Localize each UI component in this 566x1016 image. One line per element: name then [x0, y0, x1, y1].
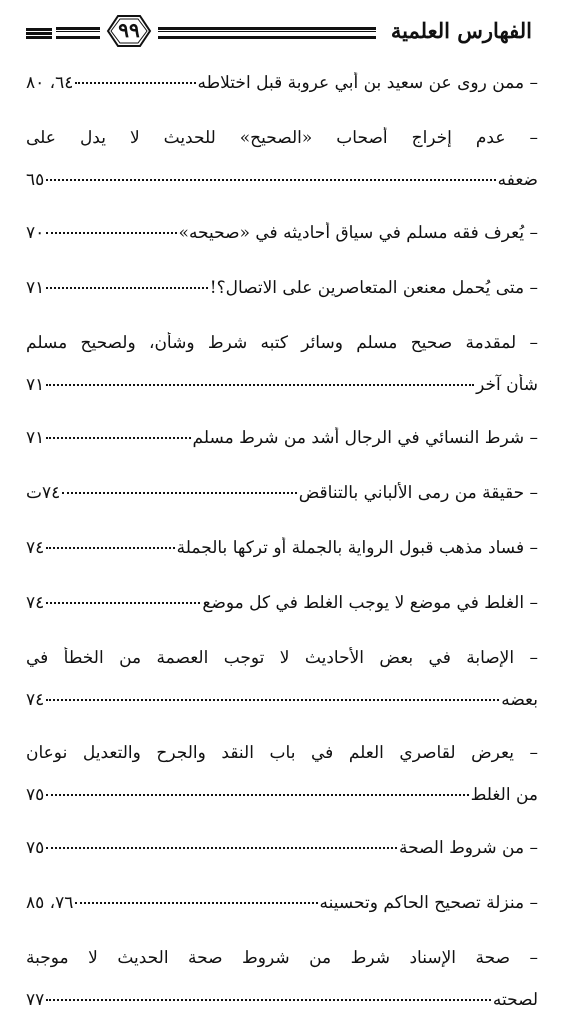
- entry-line: [26, 169, 538, 196]
- page-reference: ٧١: [26, 375, 45, 395]
- dot-leader: [62, 489, 296, 494]
- entry-line: [26, 374, 538, 401]
- entry-line: [26, 892, 538, 919]
- entry-line: [26, 482, 538, 509]
- dot-leader: [46, 284, 207, 289]
- page-reference: ٧٤ت: [26, 483, 61, 503]
- entry-text: – من شروط الصحة: [398, 838, 538, 858]
- entry-line: [26, 72, 538, 99]
- page-reference: ٧٤: [26, 690, 45, 710]
- entry-text: ضعفه: [497, 170, 538, 190]
- entry-text: – يعرض لقاصري العلم في باب النقد والجرح والتعديل نوعان: [26, 743, 538, 763]
- entry-line: [26, 784, 538, 811]
- entry-text: – ممن روى عن سعيد بن أبي عروبة قبل اختلاطه: [197, 73, 538, 93]
- page-reference: ٧٠: [26, 223, 45, 243]
- index-entry: [26, 222, 538, 249]
- entry-text: – فساد مذهب قبول الرواية بالجملة أو تركها بالجملة: [176, 538, 538, 558]
- entry-text: – الغلط في موضع لا يوجب الغلط في كل موضع: [202, 593, 538, 613]
- entry-line: [26, 277, 538, 304]
- dot-leader: [46, 791, 468, 796]
- index-entry: [26, 537, 538, 564]
- entry-line: [26, 647, 538, 689]
- entry-text: – عدم إخراج أصحاب «الصحيح» للحديث لا يدل على: [26, 128, 538, 148]
- index-entries-list: [26, 72, 538, 1016]
- entry-text: من الغلط: [470, 785, 538, 805]
- dot-leader: [46, 696, 499, 701]
- entry-line: [26, 947, 538, 989]
- page-title: الفهارس العلمية: [390, 18, 532, 43]
- entry-line: [26, 537, 538, 564]
- page-number: ٩٩: [118, 18, 140, 42]
- index-entry: [26, 742, 538, 811]
- dot-leader: [46, 544, 174, 549]
- entry-line: [26, 689, 538, 716]
- index-entry: [26, 332, 538, 401]
- index-entry: [26, 647, 538, 716]
- page-reference: ٦٤، ٨٠: [26, 73, 74, 93]
- index-entry: [26, 592, 538, 619]
- page-header: [26, 0, 538, 62]
- dot-leader: [46, 381, 474, 386]
- dot-leader: [46, 229, 176, 234]
- entry-line: [26, 222, 538, 249]
- page-reference: ٧٤: [26, 538, 45, 558]
- entry-line: [26, 837, 538, 864]
- dot-leader: [46, 844, 397, 849]
- index-entry: [26, 277, 538, 304]
- entry-line: [26, 332, 538, 374]
- dot-leader: [46, 599, 200, 604]
- dot-leader: [75, 899, 317, 904]
- entry-text: – حقيقة من رمى الألباني بالتناقض: [298, 483, 538, 503]
- header-ornament-dashes: [26, 28, 52, 39]
- page-reference: ٧٤: [26, 593, 45, 613]
- page-reference: ٧٦، ٨٥: [26, 893, 74, 913]
- entry-line: [26, 742, 538, 784]
- page-reference: ٦٥: [26, 170, 45, 190]
- page-reference: ٧١: [26, 428, 45, 448]
- entry-text: بعضه: [501, 690, 538, 710]
- entry-text: – الإصابة في بعض الأحاديث لا توجب العصمة من الخطأ في: [26, 648, 538, 668]
- entry-text: – صحة الإسناد شرط من شروط صحة الحديث لا موجبة: [26, 948, 538, 968]
- entry-text: – لمقدمة صحيح مسلم وسائر كتبه شرط وشأن، ولصحيح مسلم: [26, 333, 538, 353]
- index-entry: [26, 127, 538, 196]
- entry-text: – شرط النسائي في الرجال أشد من شرط مسلم: [192, 428, 538, 448]
- index-entry: [26, 482, 538, 509]
- index-entry: [26, 892, 538, 919]
- entry-line: [26, 592, 538, 619]
- entry-text: شأن آخر: [476, 375, 538, 395]
- dot-leader: [46, 996, 491, 1001]
- page-reference: ٧٧: [26, 990, 45, 1010]
- dot-leader: [46, 176, 495, 181]
- page-number-badge: [100, 12, 158, 50]
- entry-line: [26, 427, 538, 454]
- entry-line: [26, 127, 538, 169]
- dot-leader: [46, 434, 190, 439]
- entry-line: [26, 989, 538, 1016]
- entry-text: – متى يُحمل معنعن المتعاصرين على الاتصال؟!: [209, 278, 538, 298]
- index-entry: [26, 72, 538, 99]
- index-entry: [26, 947, 538, 1016]
- page-reference: ٧١: [26, 278, 45, 298]
- page-reference: ٧٥: [26, 838, 45, 858]
- entry-text: – منزلة تصحيح الحاكم وتحسينه: [319, 893, 538, 913]
- index-entry: [26, 837, 538, 864]
- entry-text: – يُعرف فقه مسلم في سياق أحاديثه في «صحيحه»: [178, 223, 538, 243]
- entry-text: لصحته: [492, 990, 538, 1010]
- index-entry: [26, 427, 538, 454]
- dot-leader: [75, 79, 195, 84]
- page-reference: ٧٥: [26, 785, 45, 805]
